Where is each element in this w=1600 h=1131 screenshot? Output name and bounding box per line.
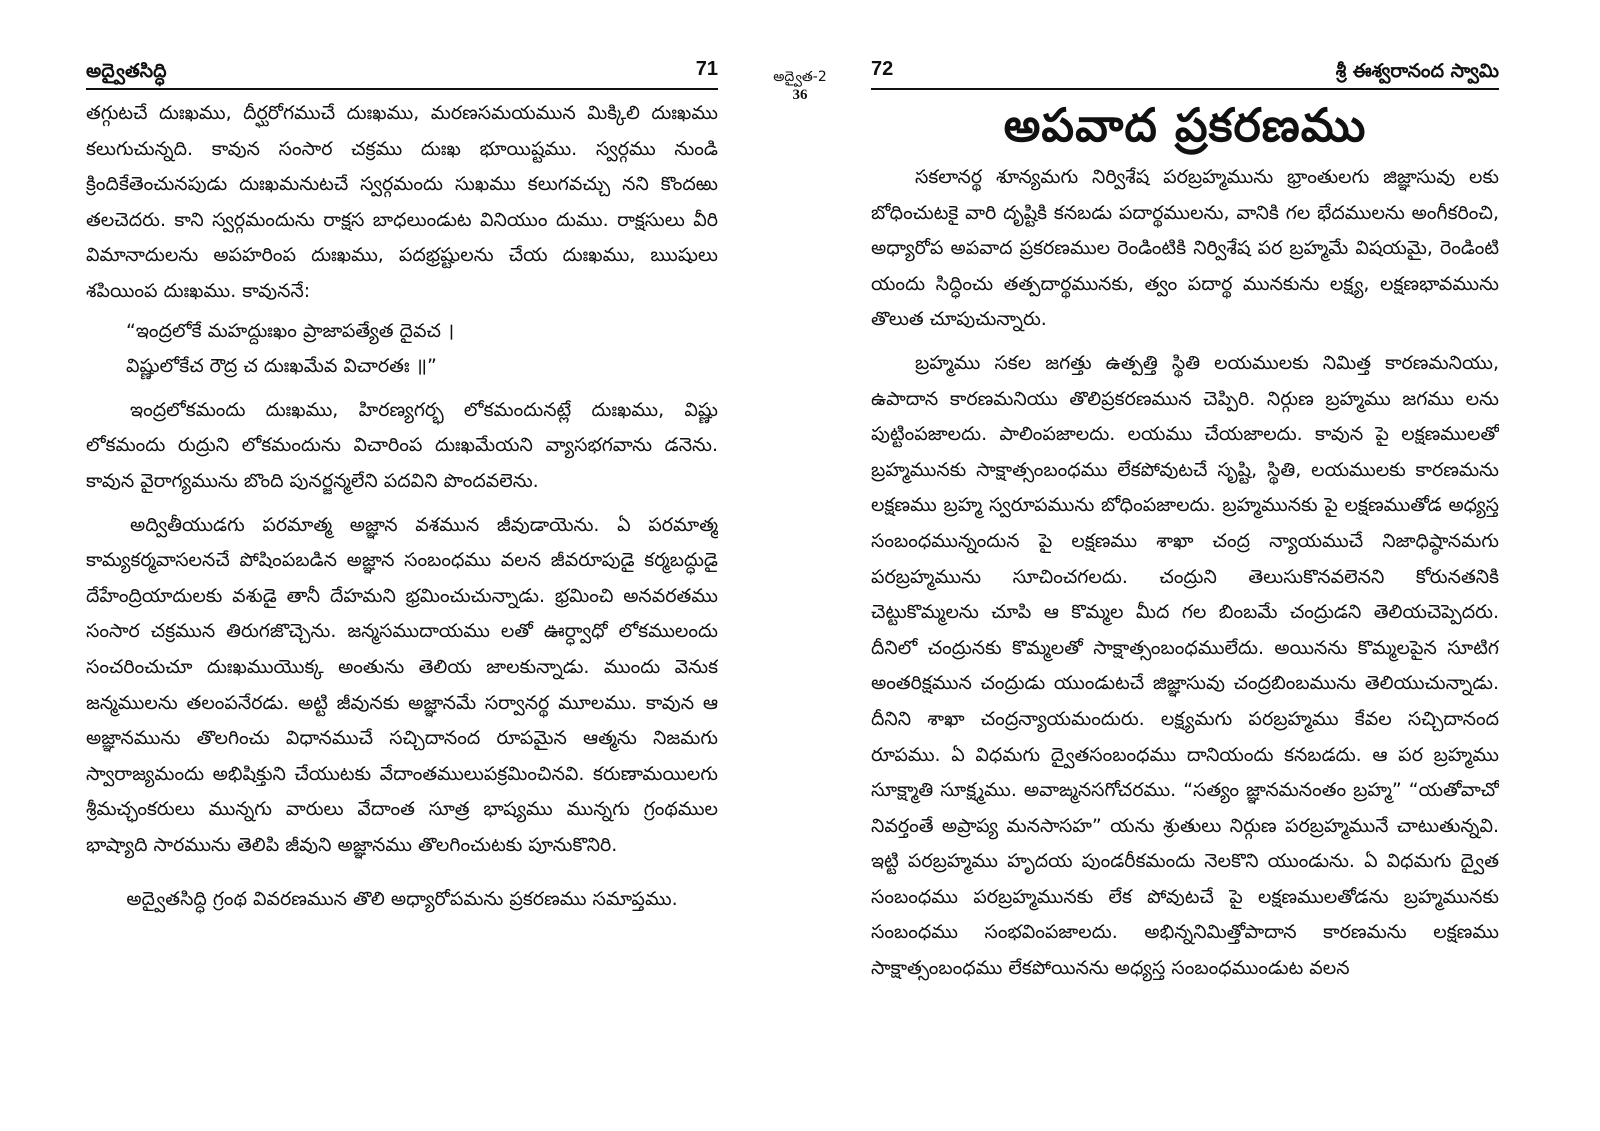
right-paragraph: సకలానర్థ శూన్యమగు నిర్విశేష పరబ్రహ్మమును భ్రాంతులగు జిజ్ఞాసువు లకు బోధించుటకై వారి దృష్టికి కనబడు పదార్థములను, వానికి గల భేదములను అంగీకరించి, అధ్యారోప అపవాద ప్రకరణముల రెండింటికి నిర్విశేష పర బ్రహ్మమే విషయమై, రెండింటి యందు సిద్ధించు తత్పదార్థమునకు, త్వం పదార్థ మునకును లక్ష్య, లక్షణభావమును తొలుత చూపుచున్నారు.	[871, 166, 1499, 331]
sanskrit-verse	[86, 314, 718, 385]
right-paragraph: బ్రహ్మము సకల జగత్తు ఉత్పత్తి స్థితి లయములకు నిమిత్త కారణమనియు, ఉపాదాన కారణమనియు తొలిప్రకరణమున చెప్పిరి. నిర్గుణ బ్రహ్మము జగము లను పుట్టింపజాలదు. పాలింపజాలదు. లయము చేయజాలదు. కావున పై లక్షణములతో బ్రహ్మమునకు సాక్షాత్సంబంధము లేకపోవుటచే సృష్టి, స్థితి, లయములకు కారణమను లక్షణము బ్రహ్మ స్వరూపమును బోధింపజాలదు. బ్రహ్మమునకు పై లక్షణముతోడ అధ్యస్త సంబంధమున్నందున పై లక్షణము శాఖా చంద్ర న్యాయముచే నిజాధిష్ఠానమగు పరబ్రహ్మమును సూచించగలదు. చంద్రుని తెలుసుకొనవలెనని కోరునతనికి చెట్టుకొమ్మలను చూపి ఆ కొమ్మల మీద గల బింబమే చంద్రుడని తెలియచెప్పెదరు. దీనిలో చంద్రునకు కొమ్మలతో సాక్షాత్సంబంధములేదు. అయినను కొమ్మలపైన సూటిగ అంతరిక్షమున చంద్రుడు యుండుటచే జిజ్ఞాసువు చంద్రబింబమును తెలియుచున్నాడు. దీనిని శాఖా చంద్రన్యాయమందురు. లక్ష్యమగు పరబ్రహ్మము కేవల సచ్చిదానంద రూపము. ఏ విధమగు ద్వైతసంబంధము దానియందు కనబడదు. ఆ పర బ్రహ్మము సూక్ష్మాతి సూక్ష్మము. అవాఙ్మనసగోచరము. “సత్యం జ్ఞానమనంతం బ్రహ్మ” “యతోవాచో నివర్తంతే అప్రాప్య మనసాసహ” యను శ్రుతులు నిర్గుణ పరబ్రహ్మమునే చాటుతున్నవి. ఇట్టి పరబ్రహ్మము హృదయ పుండరీకమందు నెలకొని యుండును. ఏ విధమగు ద్వైత సంబంధము పరబ్రహ్మమునకు లేక పోవుటచే పై లక్షణములతోడను బ్రహ్మమునకు సంబంధము సంభవింపజాలదు. అభిన్ననిమిత్తోపాదాన కారణమను లక్షణము సాక్షాత్సంబంధము లేకపోయినను అధ్యస్త సంబంధముండుట వలన	[871, 351, 1499, 980]
gutter-signature-mark	[752, 68, 848, 104]
right-header-title: శ్రీ ఈశ్వరానంద స్వామి	[1335, 60, 1499, 82]
verse-line: “ఇంద్రలోకే మహద్దుఃఖం ప్రాజాపత్యేత దైవచ ।	[126, 319, 455, 342]
left-paragraph: ఇంద్రలోకమందు దుఃఖము, హిరణ్యగర్భ లోకమందునట్లే దుఃఖము, విష్ణు లోకమందు రుద్రుని లోకమందును విచారింప దుఃఖమేయని వ్యాసభగవాను డనెను. కావున వైరాగ్యమును బొంది పునర్జన్మలేని పదవిని పొందవలెను.	[86, 398, 718, 492]
chapter-title: అపవాద ప్రకరణము	[1003, 98, 1367, 152]
right-page	[871, 56, 1499, 1116]
left-paragraph: అద్వితీయుడగు పరమాత్మ అజ్ఞాన వశమున జీవుడాయెను. ఏ పరమాత్మ కామ్యకర్మవాసలనచే పోషింపబడిన అజ్ఞాన సంబంధము వలన జీవరూపుడై కర్మబద్ధుడై దేహేంద్రియాదులకు వశుడై తానీ దేహమని భ్రమించుచున్నాడు. భ్రమించి అనవరతము సంసార చక్రమున తిరుగజొచ్చెను. జన్మసముదాయము లతో ఊర్ధ్వాధో లోకములందు సంచరించుచూ దుఃఖముయొక్క అంతును తెలియ జాలకున్నాడు. ముందు వెనుక జన్మములను తలంపనేరడు. అట్టి జీవునకు అజ్ఞానమే సర్వానర్థ మూలము. కావున ఆ అజ్ఞానమును తొలగించు విధానముచే సచ్చిదానంద రూపమైన ఆత్మను నిజమగు స్వారాజ్యమందు అభిషిక్తుని చేయుటకు వేదాంతములుపక్రమించినవి. కరుణామయిలగు శ్రీమచ్ఛంకరులు మున్నగు వారులు వేదాంత సూత్ర భాష్యము మున్నగు గ్రంథముల భాష్యాది సారమును తెలిపి జీవుని అజ్ఞానము తొలగించుటకు పూనుకొనిరి.	[86, 513, 718, 856]
right-page-number: 72	[871, 58, 894, 80]
left-paragraph: తగ్గుటచే దుఃఖము, దీర్ఘరోగముచే దుఃఖము, మరణసమయమున మిక్కిలి దుఃఖము కలుగుచున్నది. కావున సంసార చక్రము దుఃఖ భూయిష్టము. స్వర్గము నుండి క్రిందికేతెంచునపుడు దుఃఖమనుటచే స్వర్గమందు సుఖము కలుగవచ్చు నని కొందఱు తలచెదరు. కాని స్వర్గమందును రాక్షస బాధలుండుట వినియుం దుము. రాక్షసులు వీరి విమానాదులను అపహరింప దుఃఖము, పదభ్రష్టులను చేయ దుఃఖము, ఋషులు శపియింప దుఃఖము. కావుననే:	[86, 102, 718, 302]
chapter-colophon: అద్వైతసిద్ధి గ్రంథ వివరణమున తొలి అధ్యారోపమను ప్రకరణము సమాప్తము.	[126, 888, 678, 911]
left-page-number: 71	[695, 58, 718, 80]
left-page	[86, 56, 718, 1116]
gutter-label: అద్వైత-2	[773, 69, 827, 85]
left-body-text	[86, 96, 718, 310]
left-header-rule	[86, 88, 718, 90]
left-body-text-continued	[86, 393, 718, 864]
right-header-rule	[871, 88, 1499, 90]
verse-line: విష్ణులోకేచ రౌద్ర చ దుఃఖమేవ విచారతః ॥”	[126, 355, 437, 378]
right-running-head	[871, 56, 1499, 88]
gutter-number: 36	[792, 87, 808, 103]
right-body-text	[871, 160, 1499, 987]
left-running-head	[86, 56, 718, 88]
left-header-title: అద్వైతసిద్ధి	[86, 60, 167, 82]
